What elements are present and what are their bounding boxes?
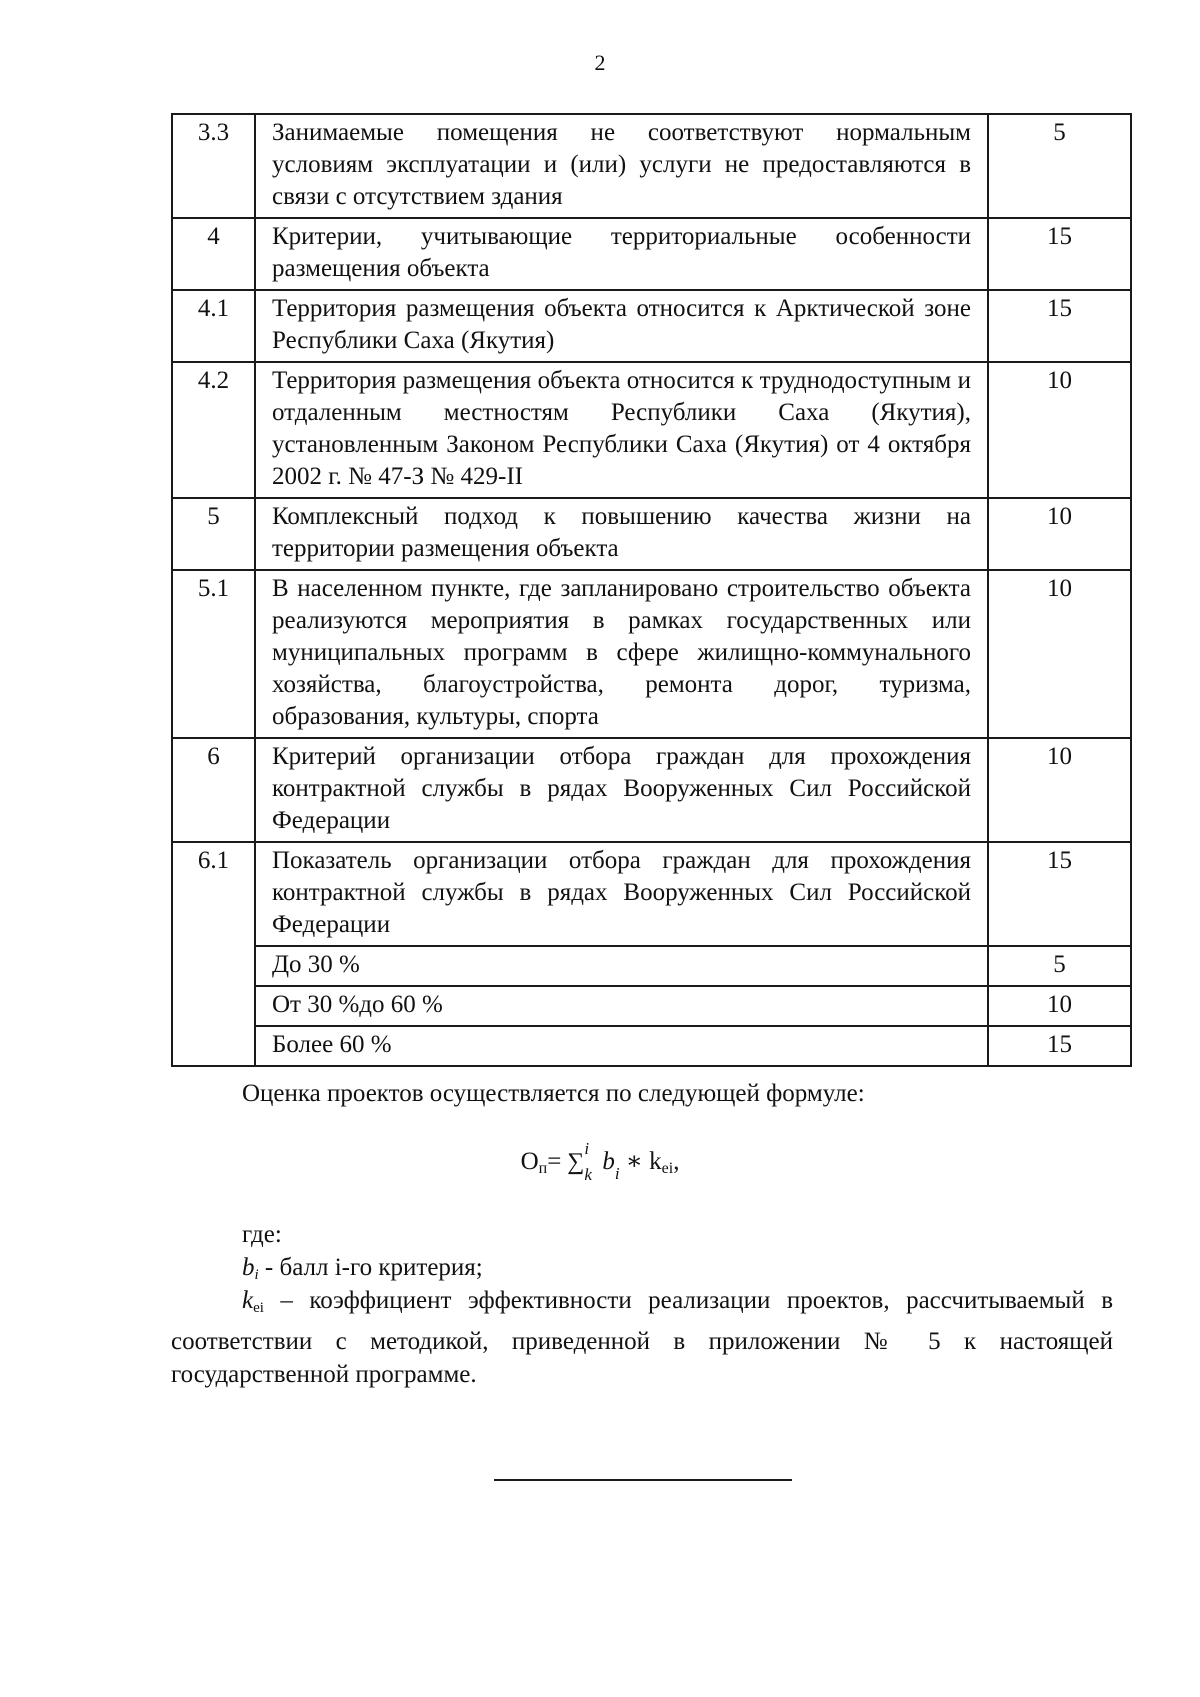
formula-intro: Оценка проектов осуществляется по следующей формуле:	[242, 1080, 865, 1107]
row-score: 10	[988, 570, 1131, 738]
where-label: где:	[242, 1221, 282, 1248]
end-divider	[494, 1479, 792, 1481]
table-row	[172, 842, 1131, 946]
definition-b-sub: i	[254, 1267, 259, 1283]
subrow-score: 5	[988, 946, 1131, 986]
table-row	[172, 218, 1131, 290]
row-number: 6	[172, 738, 255, 842]
row-criterion: Территория размещения объекта относится к Арктической зоне Республики Саха (Якутия)	[255, 290, 988, 362]
formula-b: b	[602, 1148, 615, 1175]
row-criterion: Комплексный подход к повышению качества жизни на территории размещения объекта	[255, 498, 988, 570]
table-row	[172, 570, 1131, 738]
row-score: 10	[988, 362, 1131, 498]
row-score: 15	[988, 290, 1131, 362]
table-subrow	[172, 986, 1131, 1026]
row-criterion: В населенном пункте, где запланировано строительство объекта реализуются мероприятия в рамках государственных или муниципальных программ в сфере жилищно-коммунального хозяйства, благоустройства, ремонта дорог, туризма, образования, культуры, спорта	[255, 570, 988, 738]
table-subrow	[172, 946, 1131, 986]
row-criterion: Критерии, учитывающие территориальные особенности размещения объекта	[255, 218, 988, 290]
definition-b-var: b	[242, 1254, 255, 1281]
table-row	[172, 362, 1131, 498]
criteria-table	[171, 113, 1132, 1067]
formula-k-subscript: ei	[661, 1160, 674, 1177]
table-row	[172, 738, 1131, 842]
row-number: 4.1	[172, 290, 255, 362]
formula-k: k	[649, 1148, 662, 1175]
definition-k-sub: ei	[253, 1300, 264, 1316]
row-number: 3.3	[172, 114, 255, 218]
definition-k-text: – коэффициент эффективности реализации проектов, рассчитываемый в соответствии с методикой, приведенной в приложении № 5 к настоящей государственной программе.	[171, 1287, 1113, 1388]
formula-tail: ,	[673, 1148, 680, 1175]
definition-k	[171, 1284, 1113, 1391]
definition-k-var: k	[242, 1287, 254, 1314]
subrow-range: От 30 %до 60 %	[255, 986, 988, 1026]
row-score: 5	[988, 114, 1131, 218]
definition-b-text: - балл i-го критерия;	[258, 1254, 483, 1281]
formula-lhs-subscript: п	[538, 1160, 548, 1177]
row-number: 5	[172, 498, 255, 570]
sum-limits	[584, 1139, 598, 1184]
row-score: 10	[988, 498, 1131, 570]
row-criterion: Территория размещения объекта относится к труднодоступным и отдаленным местностям Республики Саха (Якутия), установленным Законом Республики Саха (Якутия) от 4 октября 2002 г. № 47-З № 429-II	[255, 362, 988, 498]
formula-lhs: О	[520, 1148, 539, 1175]
page-number: 2	[594, 50, 606, 75]
row-number: 5.1	[172, 570, 255, 738]
table-row	[172, 498, 1131, 570]
sum-upper-limit: i	[584, 1139, 590, 1158]
subrow-range: До 30 %	[255, 946, 988, 986]
sum-sign: ∑	[567, 1149, 585, 1175]
subrow-range: Более 60 %	[255, 1026, 988, 1066]
sum-lower-limit: k	[584, 1165, 592, 1184]
table-row	[172, 114, 1131, 218]
row-criterion: Критерий организации отбора граждан для прохождения контрактной службы в рядах Вооруженных Сил Российской Федерации	[255, 738, 988, 842]
scoring-formula	[0, 1139, 1200, 1194]
row-number: 4.2	[172, 362, 255, 498]
table-row	[172, 290, 1131, 362]
row-criterion: Показатель организации отбора граждан для прохождения контрактной службы в рядах Вооруженных Сил Российской Федерации	[255, 842, 988, 946]
row-number: 4	[172, 218, 255, 290]
row-score: 15	[988, 842, 1131, 946]
row-number: 6.1	[172, 842, 255, 1066]
formula-b-subscript: i	[614, 1164, 620, 1183]
formula-equals: =	[547, 1148, 562, 1175]
formula-multiply: ∗	[625, 1148, 643, 1175]
row-criterion: Занимаемые помещения не соответствуют нормальным условиям эксплуатации и (или) услуги не предоставляются в связи с отсутствием здания	[255, 114, 988, 218]
subrow-score: 10	[988, 986, 1131, 1026]
table-subrow	[172, 1026, 1131, 1066]
row-score: 10	[988, 738, 1131, 842]
subrow-score: 15	[988, 1026, 1131, 1066]
row-score: 15	[988, 218, 1131, 290]
